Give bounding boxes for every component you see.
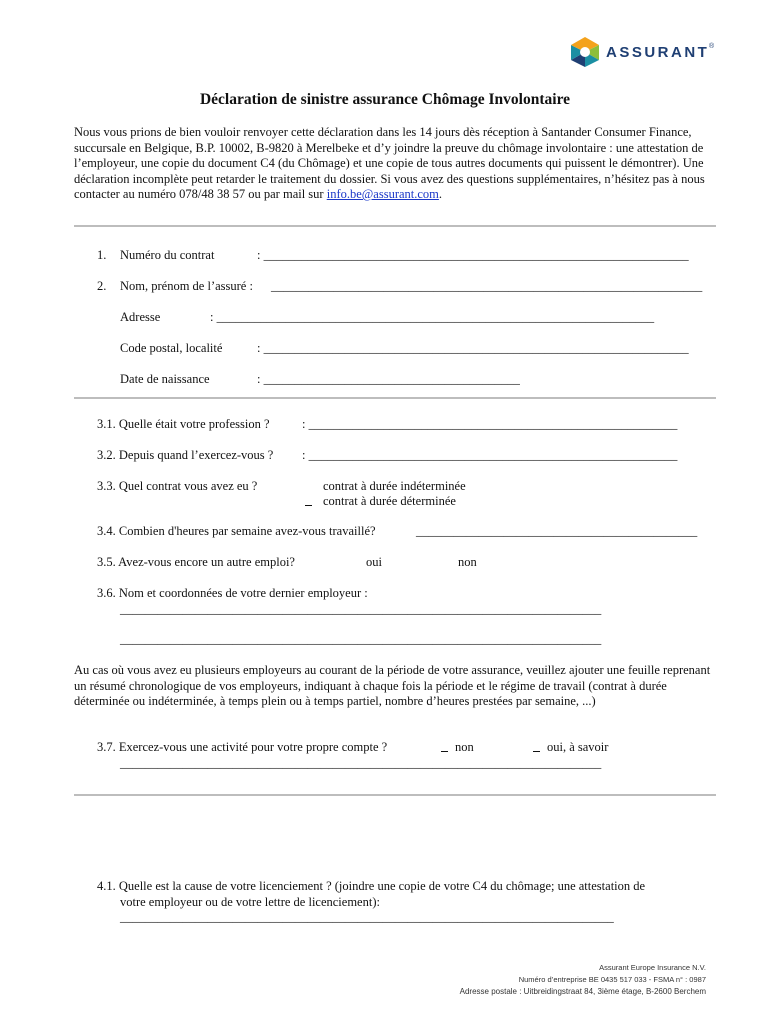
email-link[interactable]: info.be@assurant.com [326,187,439,201]
q34-label: 3.4. Combien d'heures par semaine avez-vous travaillé? [97,524,376,538]
q2-number: 2. [97,279,107,293]
multi-employer-note: Au cas où vous avez eu plusieurs employeurs au courant de la période de votre assurance, veuillez ajouter une feuille reprenant un résumé chronologique de vos employeurs, indiquant à chaque fois la période et le régime de travail (contrat à durée déterminée ou indéterminée, à temps plein ou à temps partiel, nombre d’heures prestées par semaine, ...) [74,663,711,708]
assurant-logo-icon [569,36,601,68]
contract-number-field[interactable]: : ____________________________________________________________________ [257,248,689,262]
option-indefinite[interactable] [305,479,466,494]
footer [460,962,706,998]
q41-label: 4.1. Quelle est la cause de votre licenciement ? (joindre une copie de votre C4 du chômage; une attestation de [97,879,646,893]
employer-field-line-2[interactable]: _____________________________________________________________________________ [120,632,602,646]
postal-field[interactable]: : ____________________________________________________________________ [257,341,689,355]
insured-name-field[interactable]: _____________________________________________________________________ [271,279,703,293]
fixed-term-label: contrat à durée déterminée [323,494,456,508]
since-when-field[interactable]: : ___________________________________________________________ [302,448,678,462]
insured-name-row [97,279,253,294]
address-label: Adresse [120,310,161,324]
birthdate-label: Date de naissance [120,372,210,386]
contract-type-options [305,479,466,509]
fixed-term-checkbox[interactable] [305,498,312,506]
email-suffix: . [438,187,443,201]
assurant-logo [569,36,739,68]
self-employed-yes-option[interactable] [533,740,608,755]
q41-continuation: votre employeur ou de votre lettre de licenciement): [120,895,380,909]
self-employed-no-option[interactable] [441,740,474,755]
profession-field[interactable]: : ___________________________________________________________ [302,417,678,431]
q32-label: 3.2. Depuis quand l’exercez-vous ? [97,448,274,462]
self-employed-no-checkbox[interactable] [441,744,448,752]
postal-label: Code postal, localité [120,341,223,355]
hours-field[interactable]: _____________________________________________ [416,524,698,538]
address-field[interactable]: : ______________________________________________________________________ [210,310,655,324]
q1-number: 1. [97,248,107,262]
q1-label: Numéro du contrat [120,248,215,262]
intro-paragraph [74,125,724,203]
divider-1 [74,225,716,227]
other-job-no-option[interactable]: non [458,555,477,569]
self-employed-field[interactable]: _____________________________________________________________________________ [120,756,602,770]
self-employed-no-label: non [455,740,474,754]
employer-field-line-1[interactable]: _____________________________________________________________________________ [120,602,602,616]
brand-mark: ® [709,43,715,50]
q31-label: 3.1. Quelle était votre profession ? [97,417,270,431]
q35-label: 3.5. Avez-vous encore un autre emploi? [97,555,295,569]
q2-label: Nom, prénom de l’assuré : [120,279,253,293]
indefinite-label: contrat à durée indéterminée [323,479,466,493]
option-fixed-term[interactable] [305,494,466,509]
dismissal-cause-field[interactable]: _______________________________________________________________________________ [120,910,614,924]
q33-label: 3.3. Quel contrat vous avez eu ? [97,479,258,493]
contract-number-row [97,248,215,263]
self-employed-yes-checkbox[interactable] [533,744,540,752]
divider-2 [74,397,716,399]
q36-label: 3.6. Nom et coordonnées de votre dernier employeur : [97,586,368,600]
other-job-yes-option[interactable]: oui [366,555,382,569]
brand-name: ASSURANT [606,44,710,61]
q37-label: 3.7. Exercez-vous une activité pour votre propre compte ? [97,740,388,754]
footer-company: Assurant Europe Insurance N.V. [599,963,706,972]
intro-text: Nous vous prions de bien vouloir renvoyer cette déclaration dans les 14 jours dès réception à Santander Consumer Finance, succursale en Belgique, B.P. 10002, B-9820 à Merelbeke et d’y joindre la preuve du chômage involontaire : une attestation de l’employeur, une copie du document C4 (du Chômage) et une copie de tous autres documents qui puissent le démontrer). Une déclaration incomplète peut retarder le traitement du dossier. Si vous avez des questions supplémentaires, n’hésitez pas à nous contacter au numéro 078/48 38 57 ou par mail sur [74,125,705,201]
footer-address: Adresse postale : Uitbreidingstraat 84, 3ième étage, B-2600 Berchem [459,987,706,996]
self-employed-yes-label: oui, à savoir [547,740,609,754]
footer-registration: Numéro d’entreprise BE 0435 517 033 - FSMA n° : 0987 [518,975,706,984]
divider-3 [74,794,716,796]
birthdate-field[interactable]: : _________________________________________ [257,372,520,386]
page-title: Déclaration de sinistre assurance Chômage Involontaire [199,91,571,108]
